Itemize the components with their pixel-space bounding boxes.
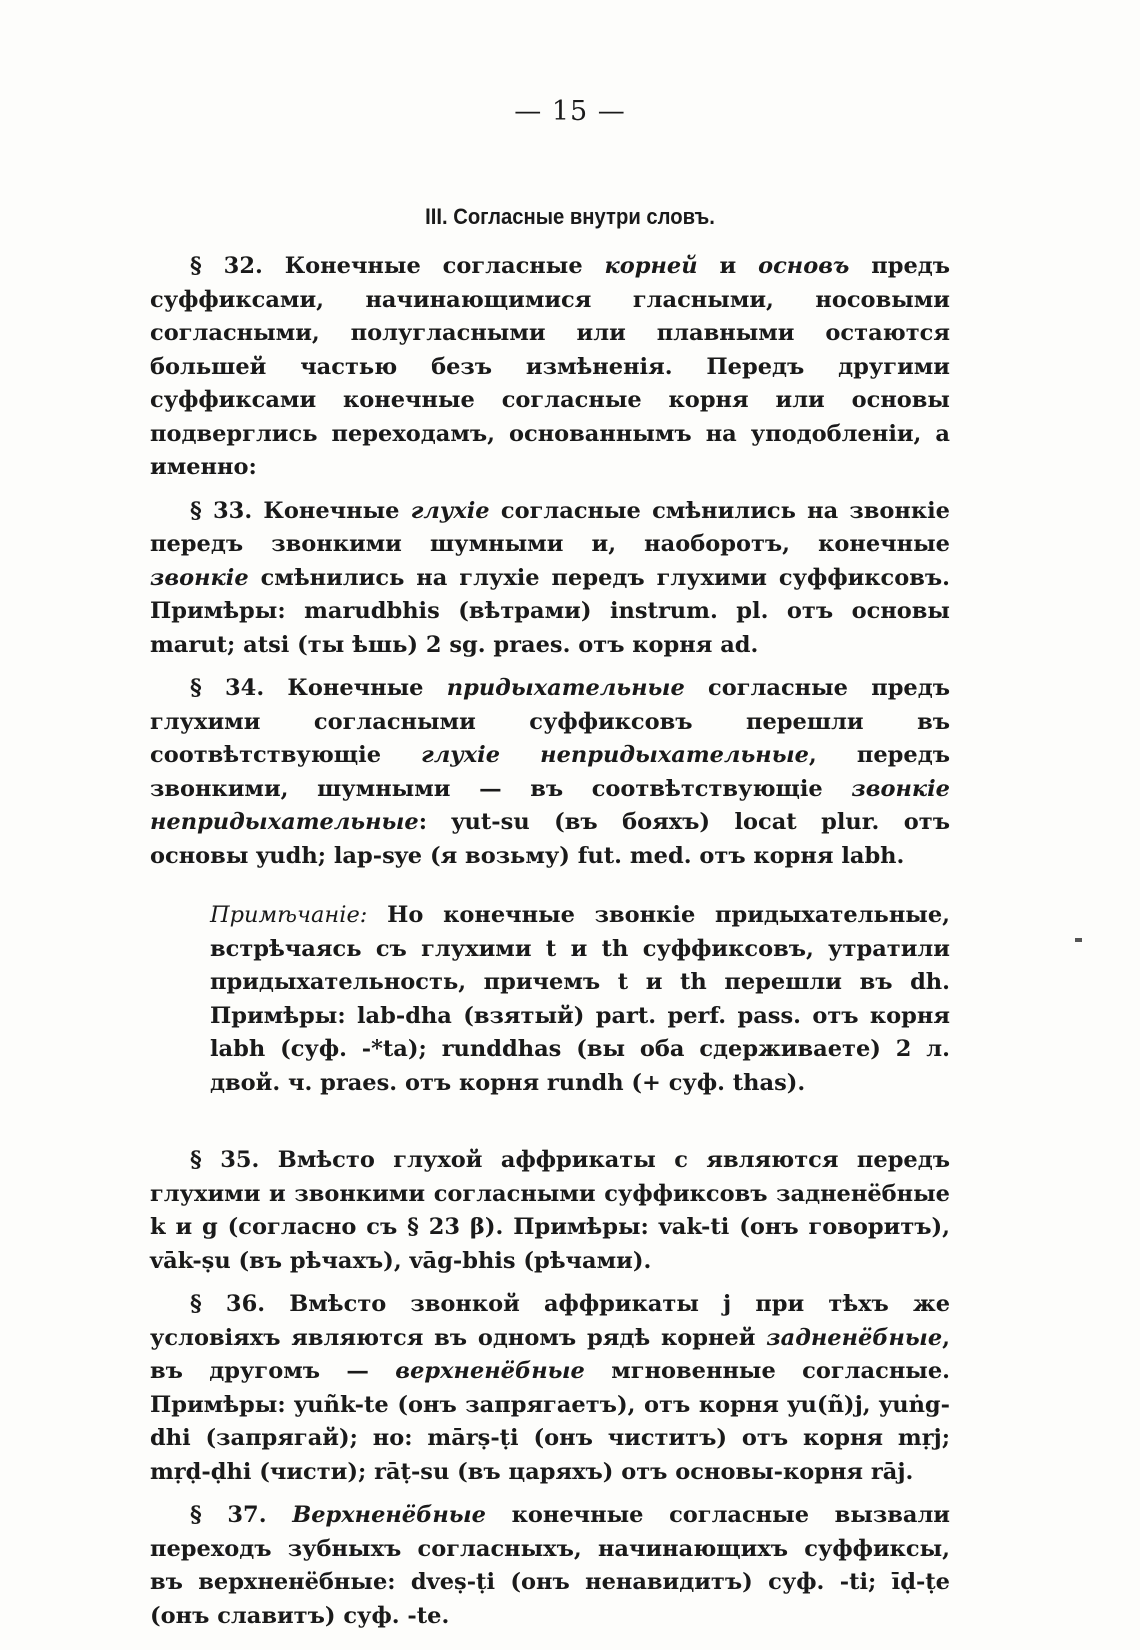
emphasis: задненёбные: [766, 1324, 943, 1351]
section-number: § 32.: [190, 253, 263, 279]
paragraph-33: [150, 495, 950, 663]
paragraph-36: [150, 1288, 950, 1489]
note-label: Примѣчаніе:: [210, 902, 368, 928]
paragraph-text: согласные смѣнились на звонкіе передъ звонкими шумными и, наоборотъ, конечные: [150, 497, 950, 557]
paragraph-text: , въ другомъ —: [150, 1324, 950, 1384]
section-title: III. Согласные внутри словъ.: [425, 204, 715, 229]
paragraph-34: [150, 672, 950, 873]
paragraph-text: Вмѣсто глухой аффрикаты c являются передъ глухими и звонкими согласными суффиксовъ задненёбные k и g (согласно съ § 23 β). Примѣры: vak-ti (онъ говоритъ), vāk-ṣu (въ рѣчахъ), vāg-bhis (рѣчами).: [150, 1147, 950, 1274]
paragraph-text: Конечные: [264, 675, 447, 701]
emphasis: придыхательные: [446, 675, 685, 701]
section-number: § 33.: [190, 497, 253, 524]
paragraph-text: мгновенные согласные. Примѣры: yuñk-te (онъ запрягаетъ), отъ корня yu(ñ)j, yuṅg-dhi (запрягай); но: mārṣ-ṭi (онъ чиститъ) отъ корня mṛj; mṛḍ-ḍhi (чисти); rāṭ-su (въ царяхъ) отъ основы-корня rāj.: [150, 1358, 950, 1485]
paragraph-text: , передъ звонкими, шумными — въ соотвѣтствующіе: [150, 742, 950, 802]
paragraph-text: Конечные согласные: [262, 253, 605, 279]
paragraph-32: [150, 250, 950, 485]
emphasis: корней: [604, 253, 698, 279]
note-text: Но конечные звонкіе придыхательные, встрѣчаясь съ глухими t и th суффиксовъ, утратили придыхательность, причемъ t и th перешли въ dh. Примѣры: lab-dha (взятый) part. perf. pass. отъ корня labh (суф. -*ta); runddhas (вы оба сдерживаете) 2 л. двой. ч. praes. отъ корня rundh (+ суф. thas).: [210, 902, 950, 1096]
paragraph-37: [150, 1499, 950, 1633]
paragraph-text: смѣнились на глухіе передъ глухими суффиксовъ. Примѣры: marudbhis (вѣтрами) instrum. pl. отъ основы marut; atsi (ты ѣшь) 2 sg. praes. отъ корня ad.: [150, 564, 950, 658]
paragraph-text: согласные предъ глухими согласными суффиксовъ перешли въ соотвѣтствующіе: [150, 675, 951, 768]
section-number: § 34.: [190, 675, 265, 701]
paragraph-text: : yut-su (въ бояхъ) locat plur. отъ основы yudh; lap-sye (я возьму) fut. med. отъ корня labh.: [150, 809, 950, 869]
paragraph-35: [150, 1144, 950, 1278]
scan-mark: [1075, 938, 1082, 942]
emphasis: глухіе непридыхательные: [421, 742, 809, 768]
emphasis: верхненёбные: [395, 1358, 585, 1384]
emphasis: глухіе: [410, 497, 490, 524]
emphasis: Верхненёбные: [292, 1502, 486, 1528]
body-text: [150, 250, 950, 1643]
section-number: § 36.: [190, 1291, 266, 1317]
section-number: § 37.: [190, 1502, 267, 1528]
page-number: — 15 —: [514, 96, 626, 127]
paragraph-text: Вмѣсто звонкой аффрикаты j при тѣхъ же условіяхъ являются въ одномъ рядѣ корней: [150, 1291, 951, 1351]
emphasis: звонкіе непридыхательные: [150, 775, 950, 835]
paragraph-text: конечные согласные вызвали переходъ зубныхъ согласныхъ, начинающихъ суффиксы, въ верхненёбные: dveṣ-ṭi (онъ ненавидитъ) суф. -ti; īḍ-ṭe (онъ славитъ) суф. -te.: [150, 1502, 950, 1629]
section-number: § 35.: [190, 1147, 260, 1173]
paragraph-text: предъ суффиксами, начинающимися гласными, носовыми согласными, полугласными или плавными остаются большей частью безъ измѣненія. Передъ другими суффиксами конечные согласные корня или основы подверглись переходамъ, основаннымъ на уподобленіи, а именно:: [150, 253, 951, 480]
paragraph-text: и: [697, 253, 759, 279]
emphasis: основъ: [758, 253, 850, 279]
note: [150, 899, 950, 1100]
emphasis: звонкіе: [150, 564, 249, 591]
paragraph-text: Конечные: [252, 497, 411, 524]
